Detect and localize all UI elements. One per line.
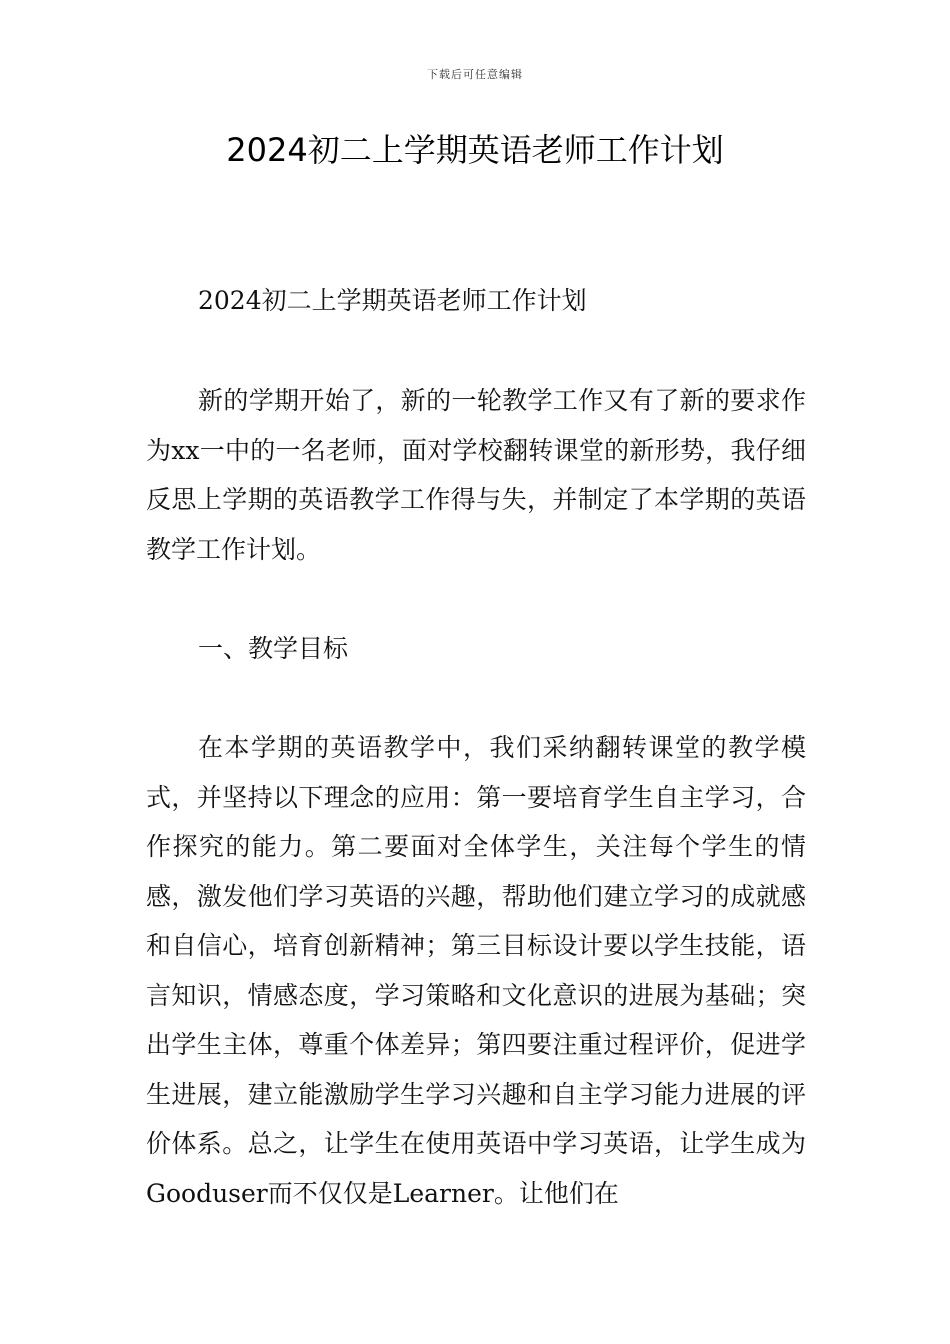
intro-paragraph: 新的学期开始了，新的一轮教学工作又有了新的要求作为xx一中的一名老师，面对学校翻转课堂的新形势，我仔细反思上学期的英语教学工作得与失，并制定了本学期的英语教学工作计划。 xyxy=(146,386,806,564)
document-title: 2024初二上学期英语老师工作计划 xyxy=(226,131,724,169)
subtitle-paragraph: 2024初二上学期英语老师工作计划 xyxy=(198,286,587,315)
teaching-goals-paragraph: 在本学期的英语教学中，我们采纳翻转课堂的教学模式，并坚持以下理念的应用：第一要培育学生自主学习，合作探究的能力。第二要面对全体学生，关注每个学生的情感，激发他们学习英语的兴趣，帮助他们建立学习的成就感和自信心，培育创新精神；第三目标设计要以学生技能，语言知识，情感态度，学习策略和文化意识的进展为基础；突出学生主体，尊重个体差异；第四要注重过程评价，促进学生进展，建立能激励学生学习兴趣和自主学习能力进展的评价体系。总之，让学生在使用英语中学习英语，让学生成为Gooduser而不仅仅是Learner。让他们在 xyxy=(146,733,806,1208)
header-note: 下载后可任意编辑 xyxy=(427,68,523,81)
section-heading-teaching-goals: 一、教学目标 xyxy=(198,634,349,663)
